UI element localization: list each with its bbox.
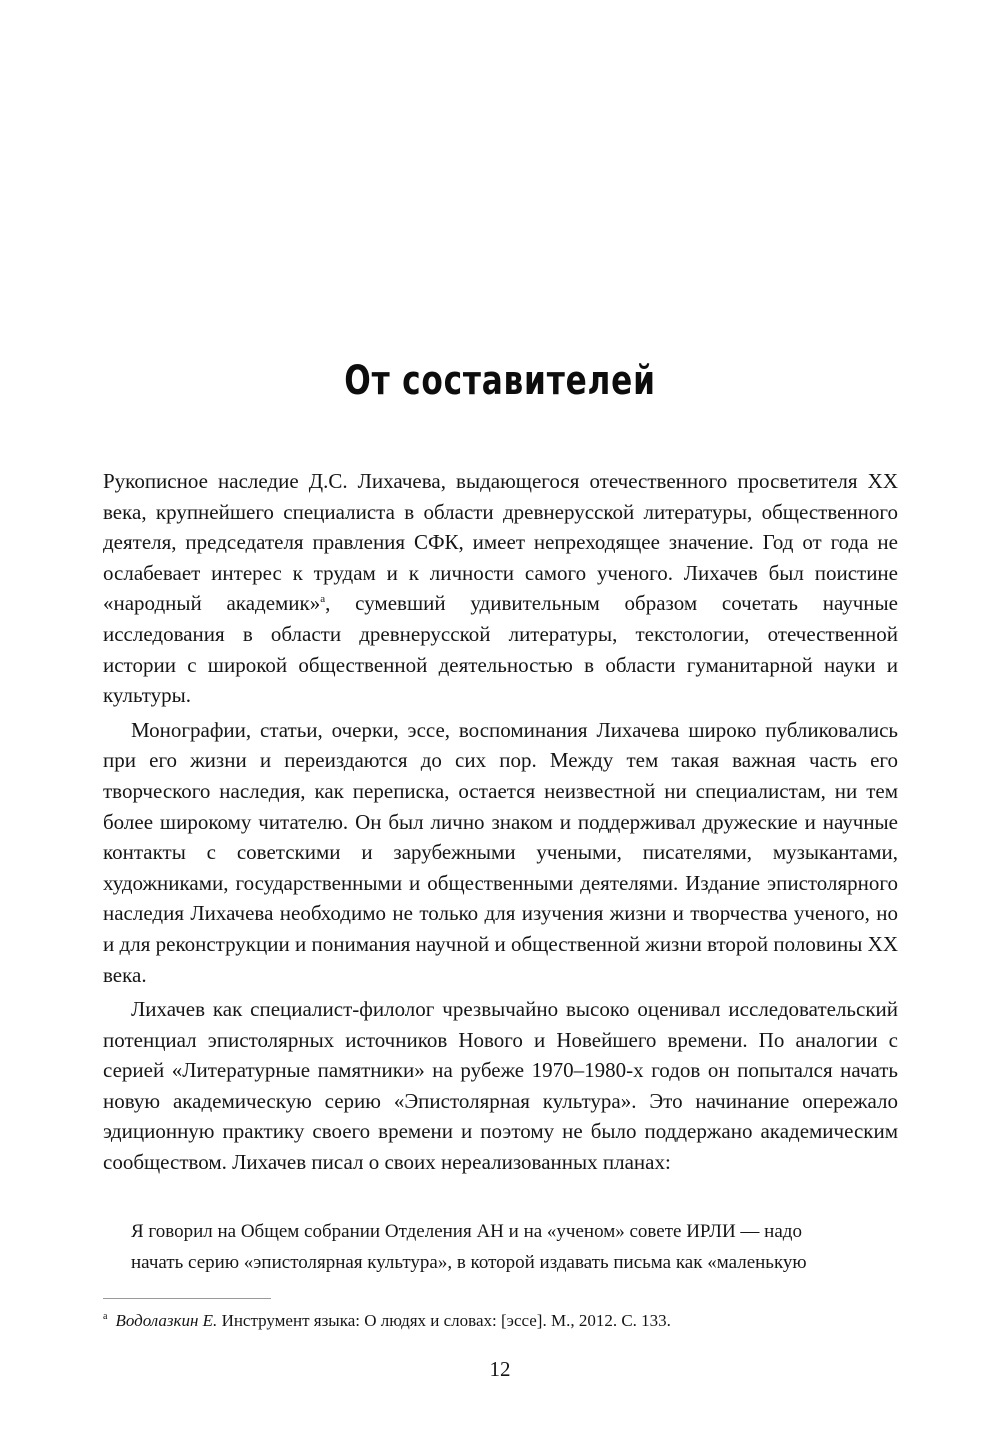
paragraph-1-part-a: Рукописное наследие Д.С. Лихачева, выдающегося отечественного просветителя XX века, крупнейшего специалиста в области древнерусской литературы, общественного деятеля, председателя правления СФК, имеет непреходящее значение. Год от года не ослабевает интерес к трудам и к личности самого ученого. Лихачев был поистине «народный академик» [103, 469, 898, 616]
paragraph-3: Лихачев как специалист-филолог чрезвычайно высоко оценивал исследовательский потенциал эпистолярных источников Нового и Новейшего времени. По аналогии с серией «Литературные памятники» на рубеже 1970–1980-х годов он попытался начать новую академическую серию «Эпистолярная культура». Это начинание опережало эдиционную практику своего времени и поэтому не было поддержано академическим сообществом. Лихачев писал о своих нереализованных планах: [103, 997, 898, 1175]
paragraph-2: Монографии, статьи, очерки, эссе, воспоминания Лихачева широко публиковались при его жизни и переиздаются до сих пор. Между тем такая важная часть его творческого наследия, как переписка, остается неизвестной ни специалистам, ни тем более широкому читателю. Он был лично знаком и поддерживал дружеские и научные контакты с советскими и зарубежными учеными, писателями, музыкантами, художниками, государственными и общественными деятелями. Издание эпистолярного наследия Лихачева необходимо не только для изучения жизни и творчества ученого, но и для реконструкции и понимания научной и общественной жизни второй половины XX века. [103, 717, 898, 987]
main-text [103, 466, 898, 1178]
chapter-title: От составителей [344, 358, 656, 404]
quote-line-2: начать серию «эпистолярная культура», в которой издавать письма как «маленькую [131, 1252, 807, 1273]
footnote-text: Инструмент языка: О людях и словах: [эссе]. М., 2012. С. 133. [217, 1311, 671, 1330]
paragraph-1-part-b: , сумевший удивительным образом сочетать научные исследования в области древнерусской литературы, текстологии, отечественной истории с широкой общественной деятельностью в области гуманитарной науки и культуры. [103, 591, 898, 708]
footnote-divider [103, 1298, 271, 1299]
footnote-mark: a [103, 1311, 108, 1323]
footnote-author: Водолазкин Е. [115, 1311, 218, 1330]
footnote-reference[interactable]: a [320, 593, 326, 606]
block-quote [131, 1216, 898, 1278]
paragraph-1 [103, 466, 898, 711]
quote-line-1: Я говорил на Общем собрании Отделения АН и на «ученом» совете ИРЛИ — надо [131, 1221, 802, 1242]
page-number: 12 [489, 1357, 511, 1381]
footnote [103, 1309, 898, 1333]
